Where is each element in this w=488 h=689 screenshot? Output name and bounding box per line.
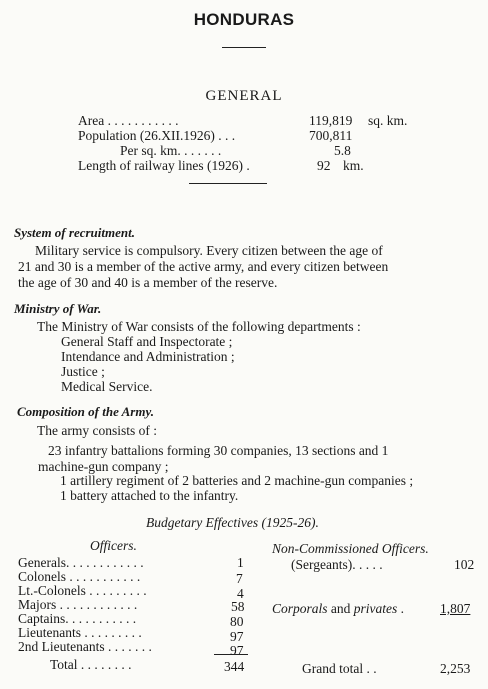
- stat-railway-label: Length of railway lines (1926) .: [78, 158, 250, 173]
- recruitment-line-2: 21 and 30 is a member of the active army, and every citizen between: [18, 259, 389, 274]
- composition-item-1: 23 infantry battalions forming 30 companies, 13 sections and 1: [48, 443, 389, 458]
- officers-total-rule: [214, 654, 248, 655]
- officer-row-label: Lieutenants . . . . . . . . .: [18, 625, 142, 640]
- page-title: HONDURAS: [193, 10, 295, 29]
- officers-heading: Officers.: [90, 538, 137, 553]
- composition-item-1-cont: machine-gun company ;: [38, 459, 169, 474]
- ministry-intro: The Ministry of War consists of the following departments :: [37, 319, 361, 334]
- officer-row-value: 1: [237, 555, 244, 570]
- officer-row-label: Colonels . . . . . . . . . . .: [18, 569, 141, 584]
- recruitment-line-1: Military service is compulsory. Every citizen between the age of: [35, 243, 383, 258]
- officer-row-label: Majors . . . . . . . . . . . .: [18, 597, 138, 612]
- stat-railway-value: 92: [317, 158, 331, 173]
- composition-intro: The army consists of :: [37, 423, 157, 438]
- officer-row-label: 2nd Lieutenants . . . . . . .: [18, 639, 152, 654]
- stat-density-value: 5.8: [334, 143, 351, 158]
- and-word: and: [330, 601, 351, 616]
- stat-area-value: 119,819: [309, 113, 353, 128]
- nco-label: (Sergeants). . . . .: [291, 557, 383, 572]
- officer-row-label: Lt.-Colonels . . . . . . . . .: [18, 583, 147, 598]
- corporals-word: Corporals: [272, 601, 328, 616]
- nco-heading: Non-Commissioned Officers.: [272, 541, 429, 556]
- privates-word: privates: [353, 601, 398, 616]
- effectives-heading: Budgetary Effectives (1925-26).: [146, 515, 319, 530]
- officer-row-label: Captains. . . . . . . . . . .: [18, 611, 137, 626]
- officers-total-label: Total . . . . . . . .: [50, 657, 132, 672]
- nco-value: 102: [454, 557, 475, 572]
- recruitment-line-3: the age of 30 and 40 is a member of the reserve.: [18, 275, 278, 290]
- composition-heading: Composition of the Army.: [17, 404, 154, 419]
- stat-railway-unit: km.: [343, 158, 364, 173]
- general-heading: GENERAL: [205, 88, 283, 104]
- ministry-item-1: General Staff and Inspectorate ;: [61, 334, 233, 349]
- section-rule: [189, 183, 267, 184]
- officer-row-value: 80: [230, 614, 244, 629]
- recruitment-heading: System of recruitment.: [14, 225, 135, 240]
- officer-row-value: 4: [237, 586, 244, 601]
- stat-population-label: Population (26.XII.1926) . . .: [78, 128, 236, 143]
- stat-area-label: Area . . . . . . . . . . .: [78, 113, 179, 128]
- ministry-item-3: Justice ;: [61, 364, 105, 379]
- stat-density-label: Per sq. km. . . . . . .: [120, 143, 222, 158]
- officer-row-value: 97: [230, 629, 244, 644]
- ministry-item-2: Intendance and Administration ;: [61, 349, 235, 364]
- officer-row-value: 97: [230, 643, 244, 658]
- corporals-dots: .: [400, 601, 405, 616]
- ministry-heading: Ministry of War.: [14, 301, 102, 316]
- grand-total-label: Grand total . .: [302, 661, 377, 676]
- title-rule: [222, 47, 266, 48]
- ministry-item-4: Medical Service.: [61, 379, 153, 394]
- officers-total-value: 344: [224, 659, 245, 674]
- stat-area-unit: sq. km.: [368, 113, 408, 128]
- composition-item-3: 1 battery attached to the infantry.: [60, 488, 239, 503]
- grand-total-value: 2,253: [440, 661, 471, 676]
- corporals-value: 1,807: [440, 601, 471, 616]
- corporals-label: [272, 601, 404, 617]
- officer-row-value: 7: [236, 571, 243, 586]
- stat-population-value: 700,811: [309, 128, 353, 143]
- officer-row-value: 58: [231, 599, 245, 614]
- officer-row-label: Generals. . . . . . . . . . . .: [18, 555, 144, 570]
- composition-item-2: 1 artillery regiment of 2 batteries and 2 machine-gun companies ;: [60, 473, 414, 488]
